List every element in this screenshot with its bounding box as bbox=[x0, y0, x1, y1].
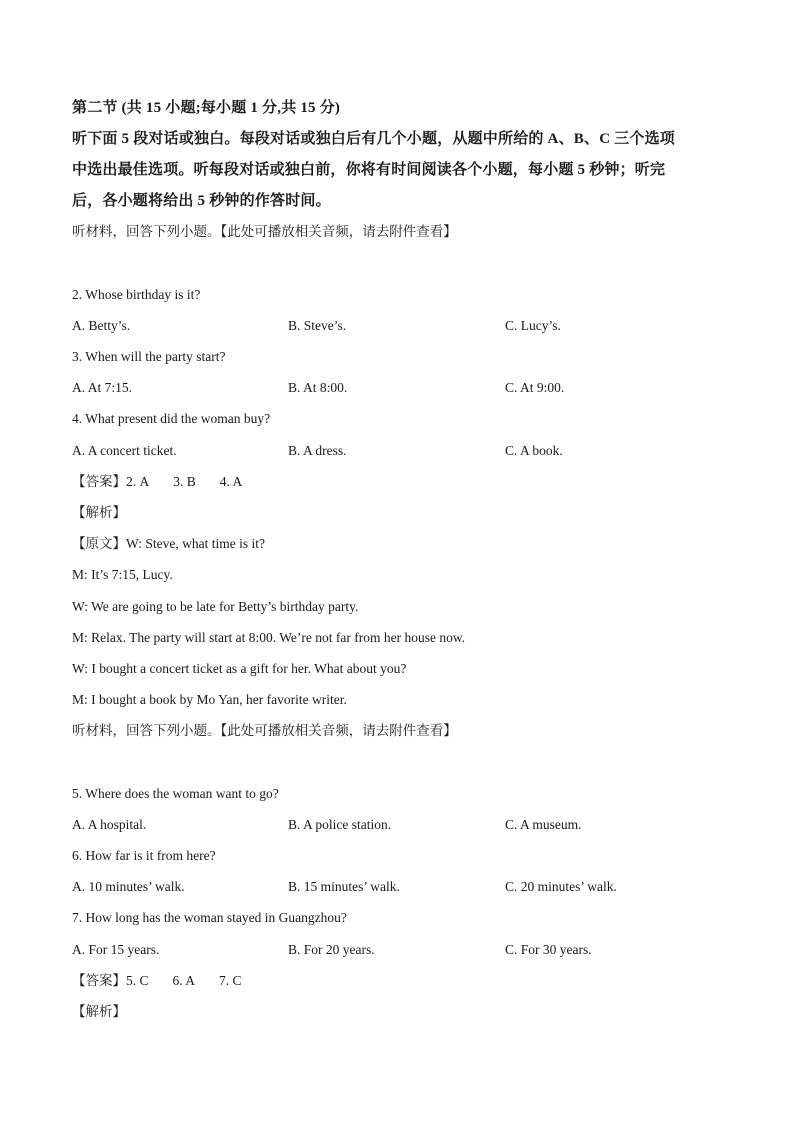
option-b: B. For 20 years. bbox=[288, 942, 375, 957]
answer-item: 2. A bbox=[126, 474, 150, 489]
transcript-line: W: I bought a concert ticket as a gift for her. What about you? bbox=[72, 661, 407, 676]
question-stem: 2. Whose birthday is it? bbox=[72, 287, 201, 302]
transcript-line: M: Relax. The party will start at 8:00. We’re not far from her house now. bbox=[72, 630, 466, 645]
transcript-line: M: I bought a book by Mo Yan, her favorite writer. bbox=[72, 692, 347, 707]
option-b: B. 15 minutes’ walk. bbox=[288, 879, 400, 894]
option-b: B. At 8:00. bbox=[288, 380, 348, 395]
analysis-label: 【解析】 bbox=[72, 1004, 126, 1019]
option-c: C. At 9:00. bbox=[505, 380, 565, 395]
answer-line bbox=[72, 472, 242, 492]
option-c: C. For 30 years. bbox=[505, 942, 592, 957]
answer-label: 【答案】 bbox=[72, 474, 126, 489]
transcript-line bbox=[72, 534, 265, 554]
option-c: C. A book. bbox=[505, 443, 563, 458]
option-b: B. Steve’s. bbox=[288, 318, 347, 333]
answer-line bbox=[72, 971, 242, 991]
option-a: A. A hospital. bbox=[72, 817, 147, 832]
option-c: C. A museum. bbox=[505, 817, 582, 832]
option-a: A. A concert ticket. bbox=[72, 443, 177, 458]
answer-item: 5. C bbox=[126, 973, 149, 988]
option-a: A. For 15 years. bbox=[72, 942, 160, 957]
option-a: A. 10 minutes’ walk. bbox=[72, 879, 185, 894]
transcript-line: M: It’s 7:15, Lucy. bbox=[72, 567, 173, 582]
instructions-line-3: 后，各小题将给出 5 秒钟的作答时间。 bbox=[72, 193, 331, 209]
option-c: C. 20 minutes’ walk. bbox=[505, 879, 617, 894]
answer-item: 4. A bbox=[219, 474, 243, 489]
question-stem: 7. How long has the woman stayed in Guangzhou? bbox=[72, 910, 347, 925]
transcript-line: W: We are going to be late for Betty’s birthday party. bbox=[72, 599, 359, 614]
option-b: B. A police station. bbox=[288, 817, 392, 832]
section-heading: 第二节 (共 15 小题;每小题 1 分,共 15 分) bbox=[72, 100, 341, 116]
instructions-line-1: 听下面 5 段对话或独白。每段对话或独白后有几个小题，从题中所给的 A、B、C 三个选项 bbox=[72, 131, 675, 147]
option-a: A. At 7:15. bbox=[72, 380, 133, 395]
audio-prompt: 听材料，回答下列小题。【此处可播放相关音频，请去附件查看】 bbox=[72, 224, 457, 239]
option-b: B. A dress. bbox=[288, 443, 347, 458]
answer-item: 3. B bbox=[173, 474, 196, 489]
question-stem: 5. Where does the woman want to go? bbox=[72, 786, 279, 801]
instructions-line-2: 中选出最佳选项。听每段对话或独白前，你将有时间阅读各个小题，每小题 5 秒钟；听完 bbox=[72, 162, 666, 178]
answer-label: 【答案】 bbox=[72, 973, 126, 988]
answer-item: 6. A bbox=[172, 973, 196, 988]
option-c: C. Lucy’s. bbox=[505, 318, 561, 333]
question-stem: 4. What present did the woman buy? bbox=[72, 411, 271, 426]
transcript-label: 【原文】 bbox=[72, 536, 126, 551]
answer-item: 7. C bbox=[219, 973, 242, 988]
question-stem: 6. How far is it from here? bbox=[72, 848, 216, 863]
audio-prompt: 听材料，回答下列小题。【此处可播放相关音频，请去附件查看】 bbox=[72, 723, 457, 738]
question-stem: 3. When will the party start? bbox=[72, 349, 226, 364]
transcript-text: W: Steve, what time is it? bbox=[126, 536, 265, 551]
option-a: A. Betty’s. bbox=[72, 318, 131, 333]
analysis-label: 【解析】 bbox=[72, 505, 126, 520]
